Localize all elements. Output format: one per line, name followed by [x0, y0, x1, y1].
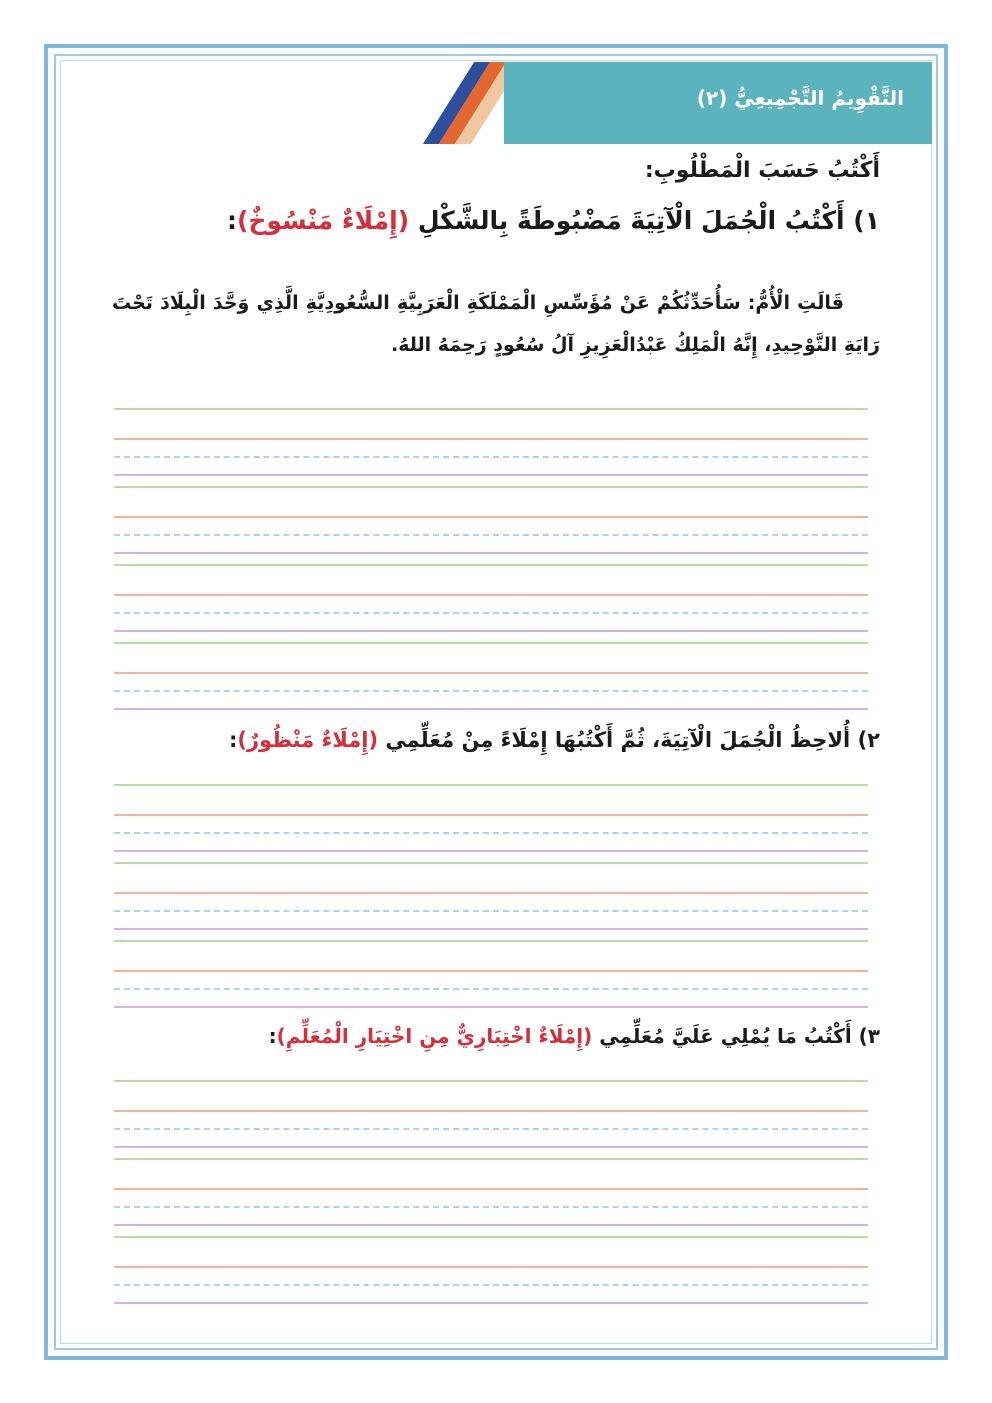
question-3 [269, 1024, 880, 1048]
writing-guide-line [114, 970, 868, 972]
writing-guide-line [114, 630, 868, 632]
page-title: التَّقْوِيمُ التَّجْمِيعِيُّ (٢) [696, 86, 904, 110]
writing-guide-line [114, 814, 868, 816]
writing-guide-line [114, 1266, 868, 1268]
question-1-colon: : [226, 206, 237, 235]
writing-guide-line [114, 928, 868, 930]
question-1 [227, 206, 880, 235]
writing-guide-line [114, 486, 868, 488]
writing-guide-line [114, 642, 868, 644]
writing-guide-line [114, 438, 868, 440]
writing-guide-line [114, 564, 868, 566]
writing-guide-line [114, 1080, 868, 1082]
writing-lines-2[interactable] [114, 784, 868, 1018]
question-1-text: أَكْتُبُ الْجُمَلَ الْآتِيَةَ مَضْبُوطَةً بِالشَّكْلِ [417, 206, 845, 235]
writing-guide-line [114, 1158, 868, 1160]
question-1-number: ١) [853, 206, 880, 235]
writing-guide-line [114, 832, 868, 834]
question-3-dictation-type: (إِمْلَاءٌ اخْتِبَارِيٌّ مِنِ اخْتِيَارِ الْمُعَلِّمِ) [276, 1024, 593, 1048]
instruction-heading: أَكْتُبُ حَسَبَ الْمَطْلُوبِ: [644, 158, 880, 183]
question-2-dictation-type: (إِمْلَاءٌ مَنْظُورٌ) [237, 728, 379, 752]
writing-guide-line [114, 850, 868, 852]
passage-text: قَالَتِ الْأُمُّ: سَأُحَدِّثُكُمْ عَنْ مُؤَسِّسِ الْمَمْلَكَةِ الْعَرَبِيَّةِ السُّعُودِيَّةِ الَّذِي وَحَّدَ الْبِلَادَ تَحْتَ رَايَةِ التَّوْحِيدِ، إِنَّهُ الْمَلِكُ عَبْدُالْعَزِيزِ آلُ سُعُودٍ رَحِمَهُ اللهُ. [112, 292, 880, 356]
reading-passage [112, 282, 880, 366]
header-banner [386, 62, 932, 144]
writing-guide-line [114, 940, 868, 942]
question-2 [229, 728, 880, 752]
question-2-number: ٢) [857, 728, 880, 752]
writing-guide-line [114, 862, 868, 864]
writing-guide-line [114, 784, 868, 786]
writing-guide-line [114, 534, 868, 536]
writing-guide-line [114, 516, 868, 518]
writing-guide-line [114, 456, 868, 458]
writing-guide-line [114, 910, 868, 912]
writing-guide-line [114, 672, 868, 674]
question-1-dictation-type: (إِمْلَاءٌ مَنْسُوخٌ) [236, 206, 410, 235]
writing-guide-line [114, 552, 868, 554]
question-3-colon: : [268, 1024, 277, 1048]
writing-guide-line [114, 1224, 868, 1226]
question-2-colon: : [228, 728, 238, 752]
writing-guide-line [114, 1284, 868, 1286]
writing-guide-line [114, 1146, 868, 1148]
writing-guide-line [114, 474, 868, 476]
writing-guide-line [114, 690, 868, 692]
writing-guide-line [114, 1206, 868, 1208]
writing-guide-line [114, 1236, 868, 1238]
writing-guide-line [114, 1128, 868, 1130]
header-teal-band [504, 62, 932, 144]
writing-guide-line [114, 594, 868, 596]
writing-guide-line [114, 708, 868, 710]
writing-guide-line [114, 1006, 868, 1008]
writing-lines-3[interactable] [114, 1080, 868, 1314]
question-3-text: أَكْتُبُ مَا يُمْلِي عَلَيَّ مُعَلِّمِي [599, 1024, 852, 1048]
writing-guide-line [114, 892, 868, 894]
question-2-text: أُلاحِظُ الْجُمَلَ الْآتِيَةَ، ثُمَّ أَكْتُبُهَا إِمْلَاءً مِنْ مُعَلِّمِي [385, 728, 851, 752]
writing-guide-line [114, 612, 868, 614]
writing-lines-1[interactable] [114, 408, 868, 720]
writing-guide-line [114, 1188, 868, 1190]
writing-guide-line [114, 408, 868, 410]
writing-guide-line [114, 988, 868, 990]
writing-guide-line [114, 1302, 868, 1304]
question-3-number: ٣) [858, 1024, 880, 1048]
writing-guide-line [114, 1110, 868, 1112]
